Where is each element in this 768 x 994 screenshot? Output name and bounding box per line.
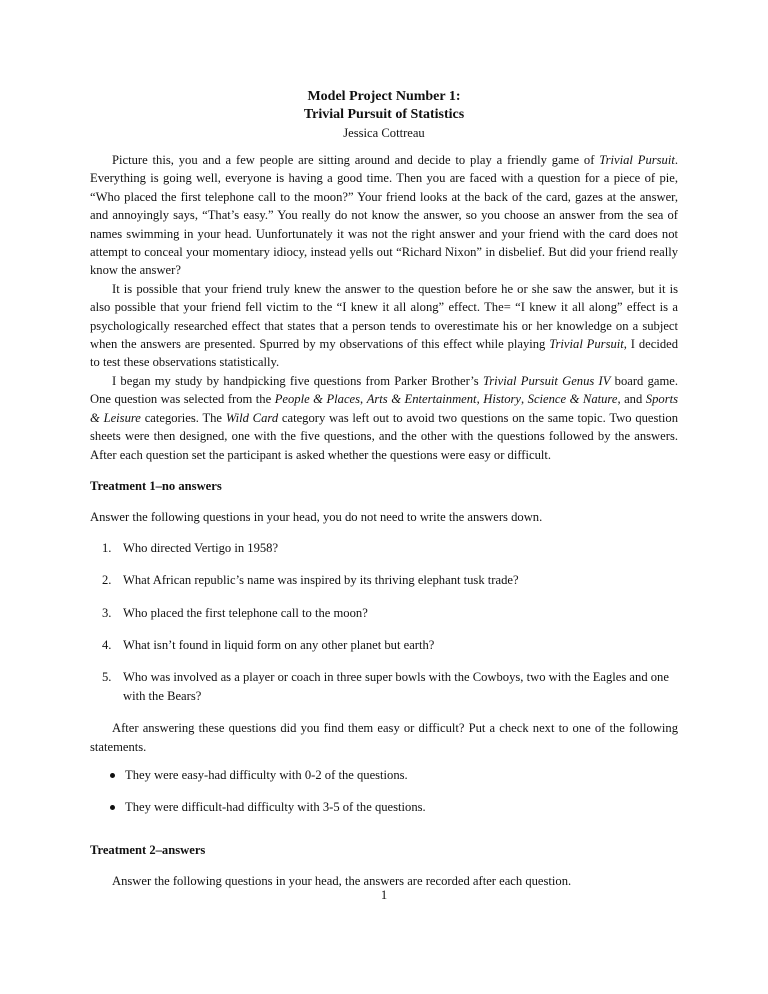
difficulty-options-list xyxy=(90,766,678,817)
text-run: I began my study by handpicking five questions from Parker Brother’s xyxy=(112,373,483,388)
text-run: . Everything is going well, everyone is having a good time. Then you are faced with a question for a piece of pie, “Who placed the first telephone call to the moon?” Your friend looks at the back of the card, gazes at the answer, and annoyingly says, “That’s easy.” You really do not know the answer, so you choose an answer from the sea of names swimming in your head. Uunfortunately it was not the right answer and your friend with the card does not attempt to conceal your momentary idiocy, instead yells out “Richard Nixon” in disbelief. But did your friend really know the answer? xyxy=(90,153,678,278)
title-line-1: Model Project Number 1: xyxy=(307,89,461,104)
option-text: They were difficult-had difficulty with 3-5 of the questions. xyxy=(125,800,426,815)
intro-paragraph-2 xyxy=(90,280,678,372)
text-run: category was left out to avoid two questions on the same topic. Two question sheets were then designed, one with the five questions, and the other with the questions followed by the answers. After each question set the participant is asked whether the questions were easy or difficult. xyxy=(90,410,678,462)
text-run: categories. The xyxy=(140,410,226,425)
italic-text: Science & Nature xyxy=(527,392,618,407)
italic-text: Trivial Pursuit Genus IV xyxy=(482,373,611,388)
treatment-1-instruction: Answer the following questions in your head, you do not need to write the answers down. xyxy=(90,510,543,525)
option-text: They were easy-had difficulty with 0-2 of the questions. xyxy=(125,767,408,782)
bullet-icon xyxy=(110,805,115,810)
italic-text: Arts & Entertainment xyxy=(366,392,477,407)
question-text: What African republic’s name was inspired by its thriving elephant tusk trade? xyxy=(123,573,519,588)
question-text: Who was involved as a player or coach in three super bowls with the Cowboys, two with the Eagles and one with the Bears? xyxy=(123,670,669,703)
question-item xyxy=(90,636,678,654)
italic-text: Sports & Leisure xyxy=(90,392,678,425)
question-text: Who directed Vertigo in 1958? xyxy=(123,540,279,555)
italic-text: People & Places xyxy=(274,392,361,407)
text-run: , xyxy=(476,392,484,407)
text-run: , xyxy=(360,392,367,407)
text-run: It is possible that your friend truly knew the answer to the question before he or she saw the answer, but it is also possible that your friend fell victim to the “I knew it all along” effect. The= “I knew it all along” effect is a psychologically researched effect that states that a person tends to overestimate his or her knowledge on a subject when the answers are presented. Spurred by my observations of this effect while playing xyxy=(90,281,678,352)
treatment-2-instruction: Answer the following questions in your head, the answers are recorded after each question. xyxy=(112,874,572,889)
text-run: , and xyxy=(617,392,646,407)
document-page xyxy=(90,88,678,891)
question-item xyxy=(90,604,678,622)
intro-paragraph-3 xyxy=(90,372,678,464)
question-item xyxy=(90,539,678,557)
italic-text: Trivial Pursuit xyxy=(599,153,675,167)
author-name: Jessica Cottreau xyxy=(343,126,425,140)
text-run: Picture this, you and a few people are sitting around and decide to play a friendly game of xyxy=(112,153,600,167)
italic-text: History xyxy=(483,392,521,407)
treatment-1-question-list xyxy=(90,539,678,705)
treatment-1-heading: Treatment 1–no answers xyxy=(90,478,222,493)
treatment-1-followup: After answering these questions did you find them easy or difficult? Put a check next to one of the following statements. xyxy=(90,721,678,754)
italic-text: Wild Card xyxy=(225,410,279,425)
text-run: , I decided to test these observations statistically. xyxy=(90,337,678,370)
treatment-2-heading: Treatment 2–answers xyxy=(90,842,206,857)
question-number: 5. xyxy=(102,670,112,685)
page-number: 1 xyxy=(380,888,388,902)
bullet-icon xyxy=(110,773,115,778)
text-run: board game. One question was selected from the xyxy=(90,373,678,407)
question-number: 1. xyxy=(102,540,112,555)
question-text: Who placed the first telephone call to the moon? xyxy=(123,605,368,620)
text-run: , xyxy=(521,392,528,407)
difficulty-option-difficult xyxy=(90,798,678,816)
title-line-2: Trivial Pursuit of Statistics xyxy=(303,107,465,122)
intro-paragraph-1 xyxy=(90,151,678,280)
italic-text: Trivial Pursuit xyxy=(549,337,624,352)
difficulty-option-easy xyxy=(90,766,678,784)
question-number: 4. xyxy=(102,637,112,652)
question-number: 3. xyxy=(102,605,112,620)
question-item xyxy=(90,668,678,705)
question-text: What isn’t found in liquid form on any other planet but earth? xyxy=(123,637,435,652)
question-item xyxy=(90,571,678,589)
question-number: 2. xyxy=(102,573,112,588)
